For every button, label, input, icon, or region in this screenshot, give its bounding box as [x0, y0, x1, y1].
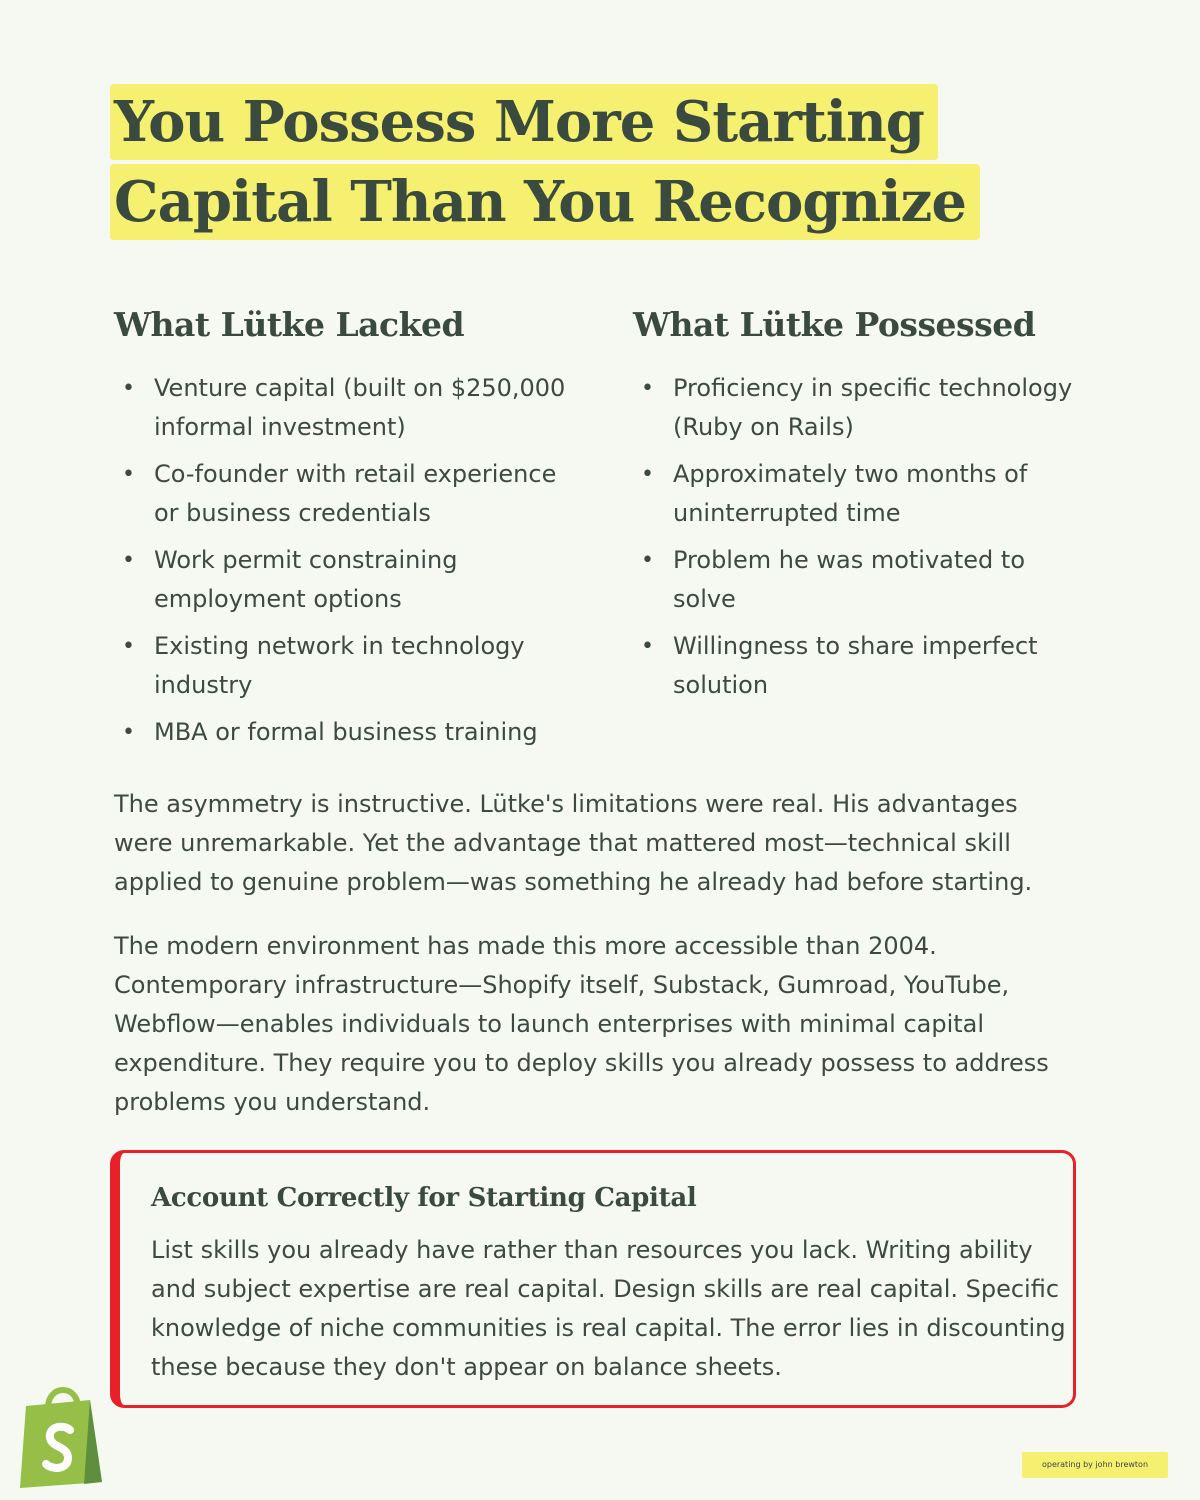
list-item: • Existing network in technology industry: [114, 627, 584, 705]
bullet-icon: •: [641, 548, 654, 573]
list-item: • Co-founder with retail experience or business credentials: [114, 455, 584, 533]
body-paragraph-modern-environment: The modern environment has made this more accessible than 2004. Contemporary infrastructure—Shopify itself, Substack, Gumroad, YouTube, Webflow—enables individuals to launch enterprises with minimal capital expenditure. They require you to deploy skills you already possess to address problems you understand.: [114, 932, 1049, 1116]
bullet-icon: •: [122, 462, 135, 487]
list-item: • Work permit constraining employment options: [114, 541, 584, 619]
bullet-icon: •: [122, 548, 135, 573]
list-item: • Venture capital (built on $250,000 informal investment): [114, 369, 584, 447]
list-item: • Willingness to share imperfect solution: [633, 627, 1093, 705]
list-item: • MBA or formal business training: [114, 713, 584, 752]
callout-body: List skills you already have rather than resources you lack. Writing ability and subject expertise are real capital. Design skills are real capital. Specific knowledge of niche communities is real capital. The error lies in discounting these because they don't appear on balance sheets.: [151, 1236, 1066, 1381]
lacked-heading: What Lütke Lacked: [114, 305, 465, 344]
bullet-icon: •: [122, 634, 135, 659]
bullet-icon: •: [122, 720, 135, 745]
footer-attribution-tag: operating by john brewton: [1022, 1452, 1168, 1478]
list-item: • Approximately two months of uninterrupted time: [633, 455, 1093, 533]
bullet-icon: •: [641, 462, 654, 487]
possessed-column: [633, 305, 1093, 713]
page-title-line-1: You Possess More Starting: [110, 84, 938, 160]
lacked-list: [114, 369, 584, 752]
page-title-line-2: Capital Than You Recognize: [110, 164, 980, 240]
shopify-bag-icon: [18, 1378, 108, 1490]
possessed-heading: What Lütke Possessed: [633, 305, 1036, 344]
callout-heading: Account Correctly for Starting Capital: [151, 1183, 697, 1213]
bullet-icon: •: [641, 376, 654, 401]
callout-box: [110, 1150, 1076, 1408]
bullet-icon: •: [641, 634, 654, 659]
list-item: • Problem he was motivated to solve: [633, 541, 1093, 619]
body-paragraph-asymmetry: The asymmetry is instructive. Lütke's limitations were real. His advantages were unremarkable. Yet the advantage that mattered most—technical skill applied to genuine problem—was something he already had before starting.: [114, 790, 1033, 896]
lacked-column: [114, 305, 584, 760]
possessed-list: [633, 369, 1093, 705]
page-title: [110, 84, 1110, 244]
bullet-icon: •: [122, 376, 135, 401]
list-item: • Proficiency in specific technology (Ruby on Rails): [633, 369, 1093, 447]
